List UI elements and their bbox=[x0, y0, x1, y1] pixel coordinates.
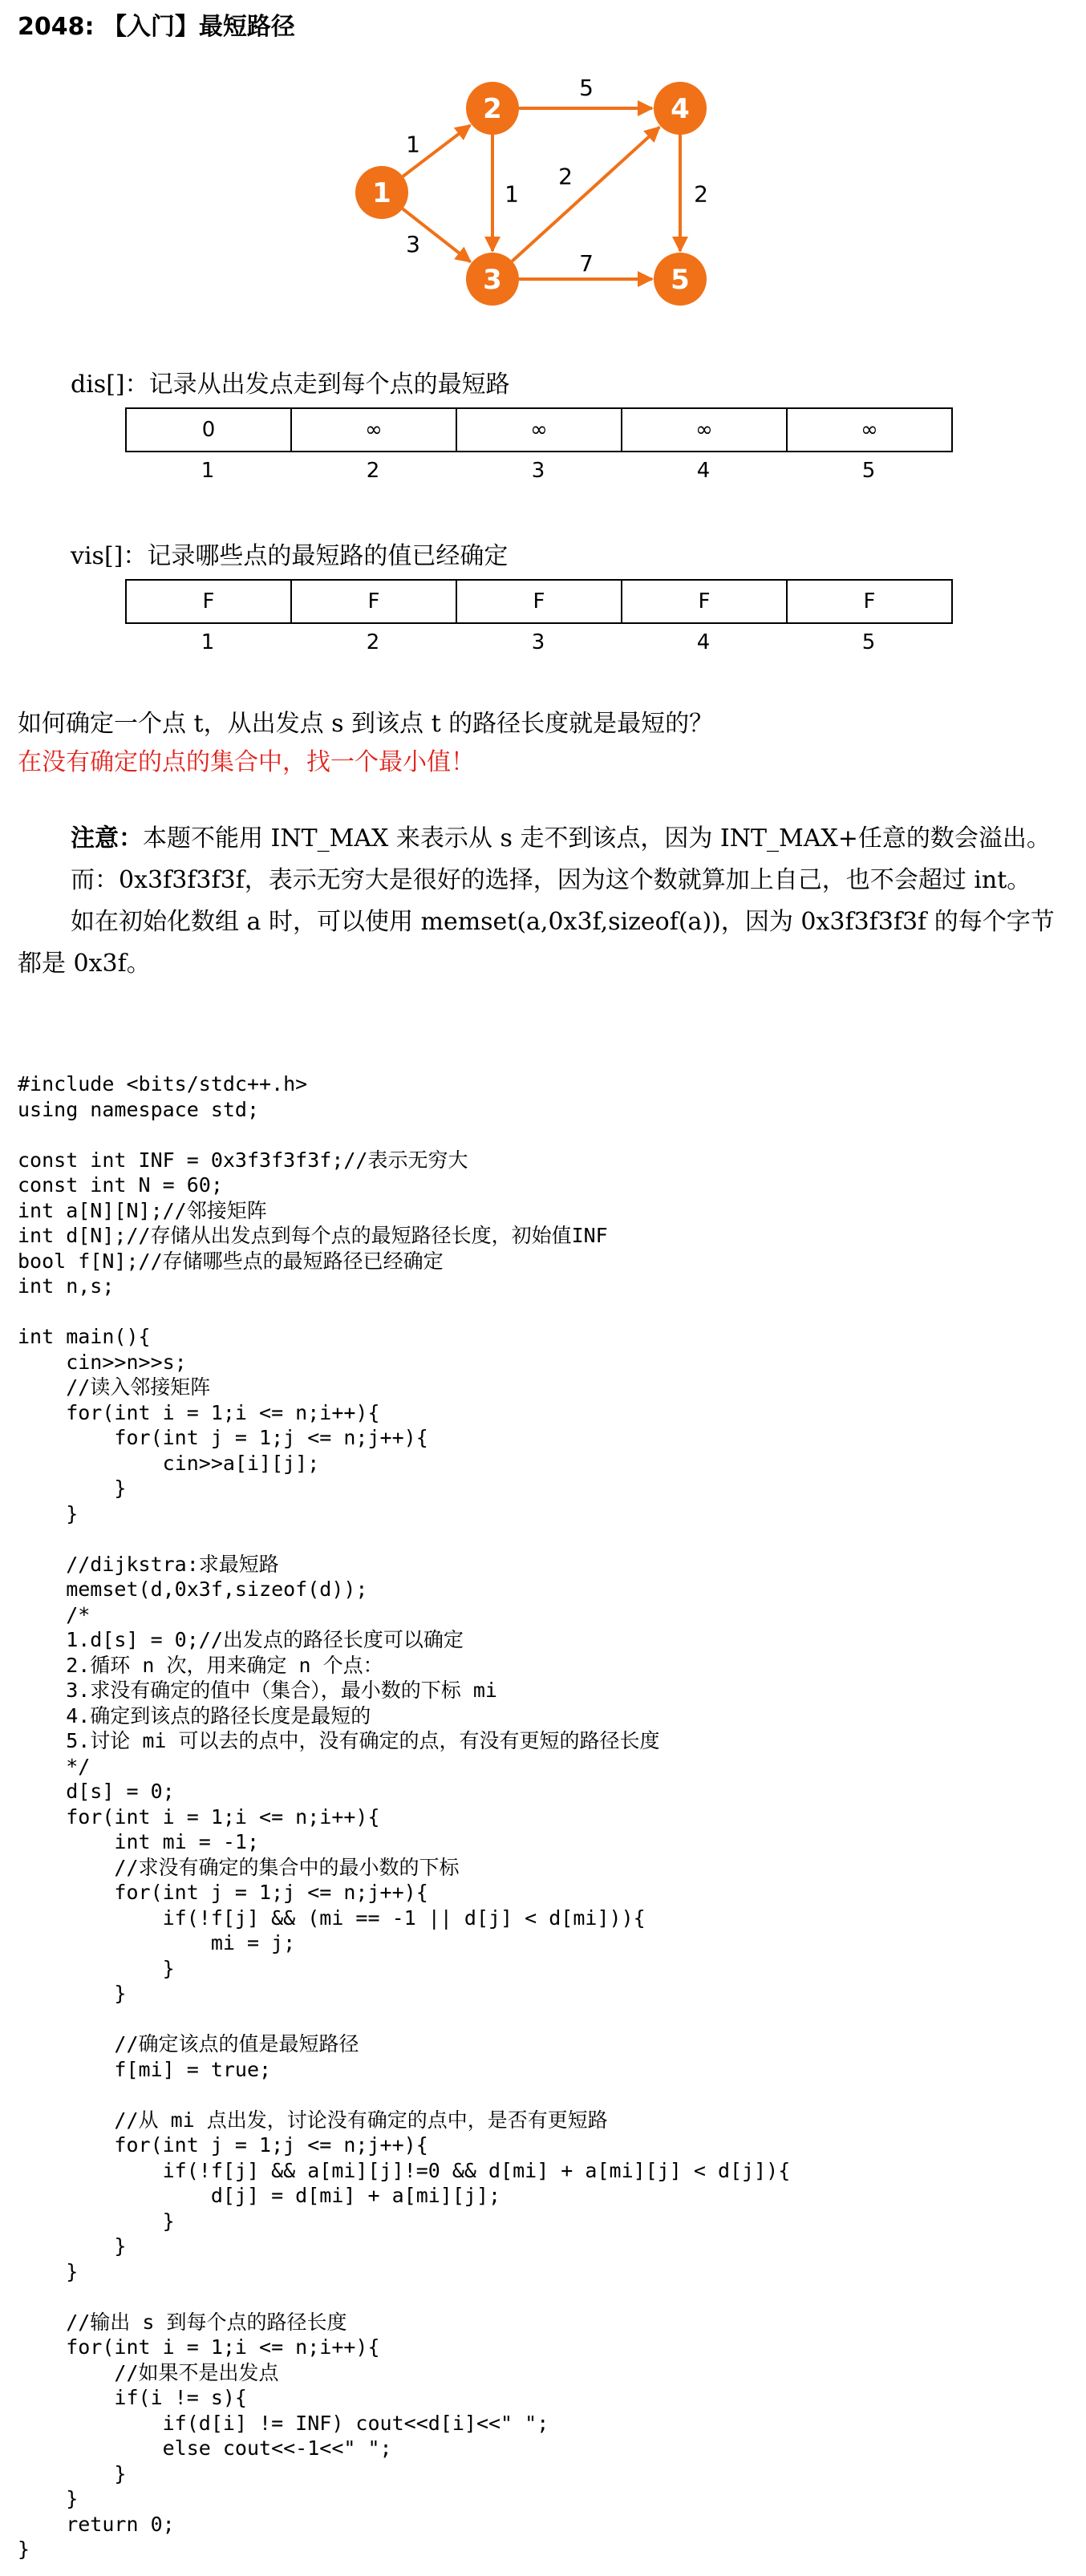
code-line: 2.循环 n 次，用来确定 n 个点： bbox=[18, 1653, 383, 1677]
note-label: 注意： bbox=[71, 824, 143, 853]
code-line bbox=[18, 1299, 790, 1325]
dis-cell: ∞ bbox=[622, 408, 787, 452]
code-line: cin>>n>>s; bbox=[18, 1350, 187, 1374]
code-line: //从 mi 点出发，讨论没有确定的点中，是否有更短路 bbox=[18, 2108, 608, 2132]
code-line: memset(d,0x3f,sizeof(d)); bbox=[18, 1578, 368, 1601]
edge-weight: 7 bbox=[579, 250, 594, 277]
graph-diagram bbox=[337, 64, 722, 313]
code-line: 5.讨论 mi 可以去的点中，没有确定的点，有没有更短的路径长度 bbox=[18, 1729, 660, 1752]
dis-indices bbox=[125, 459, 951, 483]
vis-cell: F bbox=[456, 580, 622, 623]
vis-cell: F bbox=[291, 580, 456, 623]
code-line: //如果不是出发点 bbox=[18, 2360, 279, 2384]
code-line: //求没有确定的集合中的最小数的下标 bbox=[18, 1855, 460, 1879]
code-line: int n,s; bbox=[18, 1274, 115, 1298]
note-text-1: 本题不能用 INT_MAX 来表示从 s 走不到该点，因为 INT_MAX+任意的数会溢出。 bbox=[143, 824, 1051, 853]
edge-weight: 5 bbox=[579, 75, 594, 101]
edge-weight: 2 bbox=[558, 163, 573, 190]
code-line bbox=[18, 2007, 790, 2032]
dis-index: 3 bbox=[531, 459, 545, 483]
code-line: */ bbox=[18, 1754, 91, 1778]
problem-title: 2048: 【入门】最短路径 bbox=[18, 13, 295, 41]
dis-index: 2 bbox=[366, 459, 380, 483]
code-line: //确定该点的值是最短路径 bbox=[18, 2032, 359, 2056]
dis-index: 5 bbox=[861, 459, 876, 483]
code-line: const int N = 60; bbox=[18, 1173, 223, 1197]
code-line: if(!f[j] && (mi == -1 || d[j] < d[mi])){ bbox=[18, 1906, 646, 1930]
edge-3-4 bbox=[512, 128, 659, 261]
code-line: if(!f[j] && a[mi][j]!=0 && d[mi] + a[mi][j] < d[j]){ bbox=[18, 2158, 791, 2182]
code-line: int main(){ bbox=[18, 1325, 151, 1348]
code-line: } bbox=[18, 2234, 127, 2258]
vis-index: 5 bbox=[861, 630, 876, 654]
dis-cell: ∞ bbox=[787, 408, 952, 452]
code-line: for(int j = 1;j <= n;j++){ bbox=[18, 1881, 428, 1904]
code-line: 4.确定到该点的路径长度是最短的 bbox=[18, 1703, 371, 1727]
code-line: 1.d[s] = 0;//出发点的路径长度可以确定 bbox=[18, 1628, 464, 1651]
code-line: int mi = -1; bbox=[18, 1830, 260, 1853]
code-line: mi = j; bbox=[18, 1931, 296, 1954]
code-block bbox=[18, 1071, 790, 2562]
code-line bbox=[18, 2082, 790, 2108]
edge-weight: 1 bbox=[406, 131, 420, 158]
code-line: return 0; bbox=[18, 2512, 175, 2536]
code-line: bool f[N];//存储哪些点的最短路径已经确定 bbox=[18, 1249, 444, 1273]
code-line: //dijkstra:求最短路 bbox=[18, 1552, 279, 1576]
node-label: 3 bbox=[483, 264, 502, 296]
code-line: #include <bits/stdc++.h> bbox=[18, 1072, 308, 1096]
node-label: 5 bbox=[671, 264, 690, 296]
code-line: if(d[i] != INF) cout<<d[i]<<" "; bbox=[18, 2411, 549, 2435]
code-line: d[j] = d[mi] + a[mi][j]; bbox=[18, 2184, 501, 2207]
code-line: for(int j = 1;j <= n;j++){ bbox=[18, 1426, 428, 1449]
code-line: d[s] = 0; bbox=[18, 1780, 175, 1803]
code-line bbox=[18, 2284, 790, 2310]
code-line: } bbox=[18, 1956, 175, 1980]
node-label: 1 bbox=[372, 177, 391, 209]
edge-weight: 3 bbox=[406, 231, 420, 257]
dis-cell: ∞ bbox=[291, 408, 456, 452]
question-text: 如何确定一个点 t，从出发点 s 到该点 t 的路径长度就是最短的？ bbox=[18, 710, 714, 738]
dis-array bbox=[125, 407, 953, 452]
code-line bbox=[18, 1526, 790, 1552]
code-line: } bbox=[18, 1476, 127, 1500]
code-line: f[mi] = true; bbox=[18, 2057, 272, 2081]
code-line: for(int i = 1;i <= n;i++){ bbox=[18, 1400, 380, 1424]
code-line bbox=[18, 1122, 790, 1148]
notes-section bbox=[18, 818, 1068, 985]
node-label: 4 bbox=[671, 93, 690, 125]
dis-index: 1 bbox=[201, 459, 215, 483]
vis-indices bbox=[125, 630, 951, 654]
code-line: //读入邻接矩阵 bbox=[18, 1375, 211, 1399]
code-line: 3.求没有确定的值中（集合），最小数的下标 mi bbox=[18, 1679, 497, 1702]
vis-index: 1 bbox=[201, 630, 215, 654]
code-line: else cout<<-1<<" "; bbox=[18, 2436, 392, 2460]
code-line: for(int i = 1;i <= n;i++){ bbox=[18, 2335, 380, 2359]
code-line: //输出 s 到每个点的路径长度 bbox=[18, 2310, 347, 2334]
dis-index: 4 bbox=[696, 459, 711, 483]
code-line: } bbox=[18, 2209, 175, 2233]
code-line: const int INF = 0x3f3f3f3f;//表示无穷大 bbox=[18, 1148, 468, 1172]
code-line: if(i != s){ bbox=[18, 2386, 247, 2409]
code-line: int d[N];//存储从出发点到每个点的最短路径长度，初始值INF bbox=[18, 1224, 608, 1247]
code-line: int a[N][N];//邻接矩阵 bbox=[18, 1198, 267, 1222]
code-line: for(int j = 1;j <= n;j++){ bbox=[18, 2133, 428, 2157]
vis-index: 3 bbox=[531, 630, 545, 654]
note-paragraph-1 bbox=[18, 818, 1068, 860]
code-line: cin>>a[i][j]; bbox=[18, 1451, 320, 1475]
dis-cell: ∞ bbox=[456, 408, 622, 452]
code-line: } bbox=[18, 2259, 79, 2283]
edge-weight: 2 bbox=[694, 180, 708, 208]
vis-cell: F bbox=[622, 580, 787, 623]
vis-index: 4 bbox=[696, 630, 711, 654]
note-paragraph-3: 如在初始化数组 a 时，可以使用 memset(a,0x3f,sizeof(a))，因为 0x3f3f3f3f 的每个字节都是 0x3f。 bbox=[18, 908, 1055, 978]
code-line: } bbox=[18, 2487, 79, 2510]
note-paragraph-2: 而：0x3f3f3f3f，表示无穷大是很好的选择，因为这个数就算加上自己，也不会超过 int。 bbox=[71, 866, 1031, 894]
code-line: } bbox=[18, 1501, 79, 1525]
code-line: /* bbox=[18, 1602, 91, 1626]
code-line: } bbox=[18, 1982, 127, 2005]
node-label: 2 bbox=[483, 93, 502, 125]
vis-array bbox=[125, 579, 953, 624]
vis-index: 2 bbox=[366, 630, 380, 654]
answer-text: 在没有确定的点的集合中，找一个最小值！ bbox=[18, 748, 475, 776]
dis-cell: 0 bbox=[126, 408, 291, 452]
vis-caption: vis[]：记录哪些点的最短路的值已经确定 bbox=[71, 542, 509, 570]
code-line: using namespace std; bbox=[18, 1097, 260, 1121]
edge-weight: 1 bbox=[505, 180, 519, 208]
vis-cell: F bbox=[126, 580, 291, 623]
code-line: } bbox=[18, 2461, 127, 2485]
dis-caption: dis[]：记录从出发点走到每个点的最短路 bbox=[71, 371, 510, 399]
code-line: } bbox=[18, 2538, 30, 2561]
code-line: for(int i = 1;i <= n;i++){ bbox=[18, 1804, 380, 1829]
vis-cell: F bbox=[787, 580, 952, 623]
